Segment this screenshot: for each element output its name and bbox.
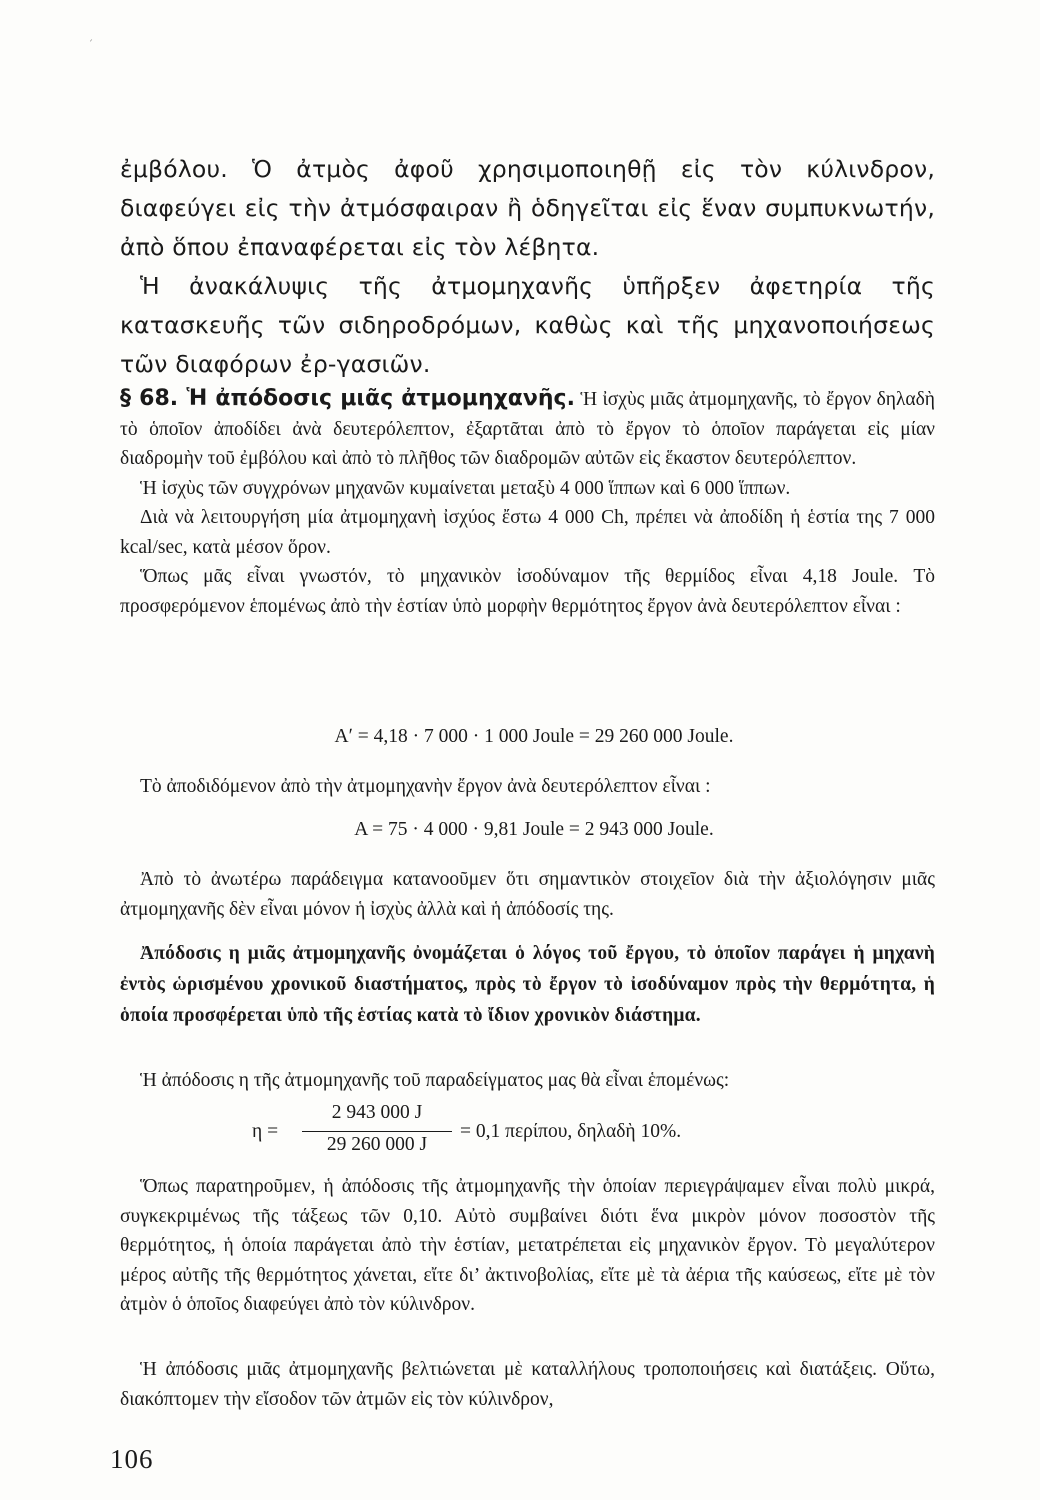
intro-line-1: ἐμβόλου. Ὁ ἀτμὸς ἀφοῦ χρησιμοποιηθῇ εἰς τὸν κύλινδρον, διαφεύγει εἰς τὴν ἀτμόσφαιραν ἢ ὁδηγεῖται εἰς ἕναν συμπυκνωτήν, ἀπὸ ὅπου ἐπαναφέρεται εἰς τὸν λέβητα. — [120, 155, 935, 261]
equation-output-work: A = 75 · 4 000 · 9,81 Joule = 2 943 000 Joule. — [354, 819, 714, 840]
fraction-denominator: 29 260 000 J — [326, 1134, 428, 1155]
paragraph-low-efficiency: Ὅπως παρατηροῦμεν, ἡ ἀπόδοσις τῆς ἀτμομηχανῆς τὴν ὁποίαν περιεγράψαμεν εἶναι πολὺ μικρά, συγκεκριμένως τῆς τάξεως τῶν 0,10. Αὐτὸ συμβαίνει διότι ἕνα μικρὸν μόνον ποσοστὸν τῆς θερμότητος, ἡ ὁποία παράγεται ἀπὸ τὴν ἑστίαν, μετατρέπεται εἰς μηχανικὸν ἔργον. Τὸ μεγαλύτερον μέρος αὐτῆς τῆς θερμότητος χάνεται, εἴτε δι’ ἀκτινοβολίας, εἴτε μὲ τὰ ἀέρια τῆς καύσεως, εἴτε μὲ τὸν ἀτμὸν ὁ ὁποῖος διαφεύγει ἀπὸ τὸν κύλινδρον. — [120, 1176, 935, 1315]
section-68 — [120, 384, 935, 621]
fraction-bar — [302, 1131, 452, 1132]
efficiency-fraction — [302, 1102, 452, 1156]
intro-line-2: Ἡ ἀνακάλυψις τῆς ἀτμομηχανῆς ὑπῆρξεν ἀφετηρία τῆς κατασκευῆς τῶν σιδηροδρόμων, καθὼς καὶ τῆς μηχανοποιήσεως τῶν διαφόρων ἐρ-γασιῶν. — [120, 272, 935, 378]
page-number: 106 — [110, 1444, 154, 1474]
section-paragraph-4: Ὅπως μᾶς εἶναι γνωστόν, τὸ μηχανικὸν ἰσοδύναμον τῆς θερμίδος εἶναι 4,18 Joule. Τὸ προσφερόμενον ἑπομένως ἀπὸ τὴν ἑστίαν ὑπὸ μορφὴν θερμότητος ἔργον ἀνὰ δευτερόλεπτον εἶναι : — [120, 566, 935, 617]
definition-paragraph: Ἀπόδοσις η μιᾶς ἀτμομηχανῆς ὀνομάζεται ὁ λόγος τοῦ ἔργου, τὸ ὁποῖον παράγει ἡ μηχανὴ ἐντὸς ὡρισμένου χρονικοῦ διαστήματος, πρὸς τὸ ἔργον τὸ ἰσοδύναμον πρὸς τὴν θερμότητα, ἡ ὁποία προσφέρεται ὑπὸ τῆς ἑστίας κατὰ τὸ ἴδιον χρονικὸν διάστημα. — [120, 943, 935, 1026]
equation-heat-work: Aʹ = 4,18 · 7 000 · 1 000 Joule = 29 260 000 Joule. — [334, 726, 734, 747]
paragraph-example: Ἀπὸ τὸ ἀνωτέρω παράδειγμα κατανοοῦμεν ὅτι σημαντικὸν στοιχεῖον διὰ τὴν ἀξιολόγησιν μιᾶς ἀτμομηχανῆς δὲν εἶναι μόνον ἡ ἰσχὺς ἀλλὰ καὶ ἡ ἀπόδοσίς της. — [120, 869, 935, 920]
paragraph-output-work: Τὸ ἀποδιδόμενον ἀπὸ τὴν ἀτμομηχανὴν ἔργον ἀνὰ δευτερόλεπτον εἶναι : — [140, 776, 711, 797]
intro-paragraph — [120, 150, 935, 384]
section-paragraph-3: Διὰ νὰ λειτουργήση μία ἀτμομηχανὴ ἰσχύος ἔστω 4 000 Ch, πρέπει νὰ ἀποδίδη ἡ ἑστία της 7 000 kcal/sec, κατὰ μέσον ὅρον. — [120, 507, 935, 558]
efficiency-lhs: η = — [252, 1121, 279, 1142]
section-heading: § 68. Ἡ ἀπόδοσις μιᾶς ἀτμομηχανῆς. — [120, 386, 575, 411]
paragraph-improvement: Ἡ ἀπόδοσις μιᾶς ἀτμομηχανῆς βελτιώνεται μὲ καταλλήλους τροποποιήσεις καὶ διατάξεις. Οὕτω, διακόπτομεν τὴν εἴσοδον τῶν ἀτμῶν εἰς τὸν κύλινδρον, — [120, 1359, 935, 1410]
corner-mark: ´ — [88, 40, 93, 51]
efficiency-rhs: = 0,1 περίπου, δηλαδὴ 10%. — [460, 1121, 682, 1142]
paragraph-efficiency-intro: Ἡ ἀπόδοσις η τῆς ἀτμομηχανῆς τοῦ παραδείγματος μας θὰ εἶναι ἑπομένως: — [140, 1070, 730, 1091]
fraction-numerator: 2 943 000 J — [331, 1102, 423, 1123]
section-paragraph-2: Ἡ ἰσχὺς τῶν συγχρόνων μηχανῶν κυμαίνεται μεταξὺ 4 000 ἵππων καὶ 6 000 ἵππων. — [140, 477, 791, 499]
section-paragraph-1: Ἡ ἰσχὺς μιᾶς ἀτμομηχανῆς, τὸ ἔργον δηλαδὴ τὸ ὁποῖον ἀποδίδει ἀνὰ δευτερόλεπτον, ἐξαρτᾶται ἀπὸ τὸ ἔργον τὸ ὁποῖον παράγεται εἰς μίαν διαδρομὴν τοῦ ἐμβόλου καὶ ἀπὸ τὸ πλῆθος τῶν διαδρομῶν αὐτῶν εἰς ἕκαστον δευτερόλεπτον. — [120, 389, 936, 469]
